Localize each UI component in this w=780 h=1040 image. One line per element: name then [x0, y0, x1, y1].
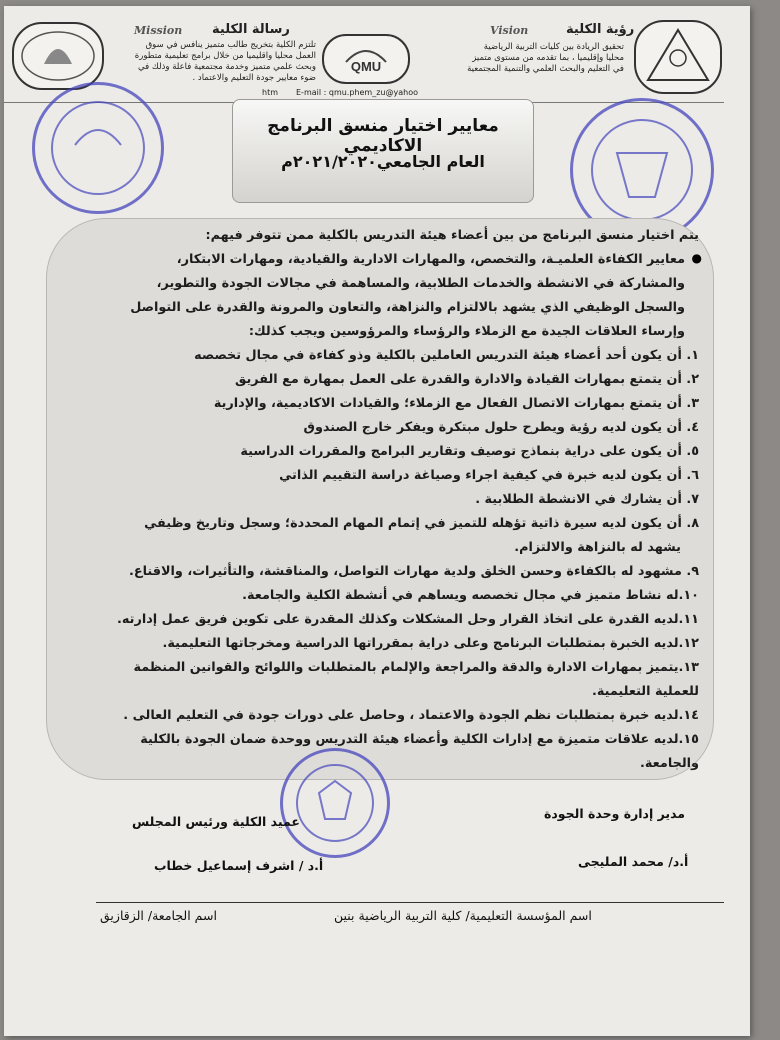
website-text: htm: [262, 88, 278, 97]
mission-line: العمل محليا واقليميا من خلال برامج تعليمية متطورة: [134, 51, 316, 61]
criteria-item: ١٠.له نشاط متميز في مجال تخصصه ويساهم في أنشطة الكلية والجامعة.: [242, 588, 699, 603]
university-name: اسم الجامعة/ الزقازيق: [100, 908, 217, 923]
document-page: [4, 6, 750, 1036]
mission-line: تلتزم الكلية بتخريج طالب متميز ينافس في سوق: [145, 40, 316, 50]
faculty-logo: [634, 20, 722, 94]
criteria-item: ٥. أن يكون على دراية بنماذج توصيف وتقارير البرامج والمقررات الدراسية: [240, 444, 699, 459]
dean-title: عميد الكلية ورئيس المجلس: [132, 814, 300, 829]
qmu-logo: [322, 34, 410, 84]
sunburst-icon: [324, 36, 408, 82]
academic-year: العام الجامعي٢٠٢١/٢٠٢٠م: [281, 152, 485, 171]
quality-unit-title: مدير إدارة وحدة الجودة: [544, 806, 686, 821]
vision-title: رؤية الكلية: [566, 22, 635, 37]
mission-line: ضوء معايير جودة التعليم والاعتماد .: [192, 73, 316, 83]
criteria-item: ١١.لديه القدرة على اتخاذ القرار وحل المشكلات وكذلك المقدرة على تكوين فريق عمل إدارته.: [117, 612, 699, 627]
institution-name: اسم المؤسسة التعليمية/ كلية التربية الرياضية بنين: [334, 908, 592, 923]
vision-line: في التعليم والبحث العلمي والتنمية المجتمعية: [467, 64, 624, 74]
criteria-item: ٢. أن يتمتع بمهارات القيادة والادارة والقدرة على العمل بمهارة مع الفريق: [234, 372, 699, 387]
runner-emblem-icon: [636, 22, 720, 92]
mission-latin: Mission: [134, 24, 183, 37]
criteria-item: ٦. أن يكون لديه خبرة في كيفية اجراء وصياغة دراسة التقييم الذاتي: [279, 468, 699, 483]
criteria-item: ١٢.لديه الخبرة بمتطلبات البرنامج وعلى دراية بمقرراتها الدراسية ومخرجاتها التعليمية.: [162, 636, 699, 651]
mission-text: [108, 40, 316, 84]
criteria-item: ٩. مشهود له بالكفاءة وحسن الخلق ولدية مهارات التواصل، والمناقشة، والتأثيرات، والاقناع.: [129, 564, 699, 579]
paragraph-line: والمشاركة في الانشطة والخدمات الطلابية، والمساهمة في مجالات الجودة والتطوير،: [156, 276, 685, 291]
criteria-item: ٣. أن يتمتع بمهارات الاتصال الفعال مع الزملاء؛ والقيادات الاكاديمية، والإدارية: [213, 396, 699, 411]
criteria-item: ٧. أن يشارك في الانشطة الطلابية .: [475, 492, 699, 507]
criteria-item: ١٤.لديه خبرة بمتطلبات نظم الجودة والاعتماد ، وحاصل على دورات جودة في التعليم العالى .: [123, 708, 699, 723]
paragraph-line: معايير الكفاءة العلميـة، والتخصص، والمهارات الادارية والقيادية، ومهارات الابتكار،: [176, 252, 685, 267]
shield-icon: [14, 24, 102, 88]
vision-line: تحقيق الريادة بين كليات التربية الرياضية: [483, 42, 624, 52]
criteria-item: ١٣.يتميز بمهارات الادارة والدقة والمراجعة والإلمام بالمتطلبات واللوائح والقوانين المنظمة: [133, 660, 699, 675]
paragraph-line: والسجل الوظيفي الذي يشهد بالالتزام والنزاهة، والتعاون والمرونة والقدرة على التواصل: [130, 300, 685, 315]
criteria-item: ١٥.لديه علاقات متميزة مع إدارات الكلية وأعضاء هيئة التدريس ووحدة ضمان الجودة بالكلية: [140, 732, 699, 747]
qmu-logo-text: QMU: [350, 59, 382, 74]
intro-text: يتم اختيار منسق البرنامج من بين أعضاء هيئة التدريس بالكلية ممن تتوفر فيهم:: [205, 228, 699, 243]
quality-unit-name: أ.د/ محمد المليجى: [578, 854, 689, 869]
stamp-qmu-icon: [35, 85, 161, 211]
ministry-stamp: [280, 748, 390, 858]
mission-title: رسالة الكلية: [212, 22, 290, 37]
dean-name: أ.د / اشرف إسماعيل خطاب: [154, 858, 324, 873]
paragraph-line: وإرساء العلاقات الجيدة مع الزملاء والرؤساء والمرؤوسين ويجب كذلك:: [248, 324, 685, 339]
criteria-item: يشهد له بالنزاهة والالتزام.: [514, 540, 681, 555]
criteria-item: ٤. أن يكون لديه رؤية ويطرح حلول مبتكرة ويفكر خارج الصندوق: [303, 420, 699, 435]
document-title: معايير اختيار منسق البرنامج الاكاديمي: [267, 116, 499, 156]
criteria-item: للعملية التعليمية.: [591, 684, 699, 699]
eagle-emblem-icon: [283, 751, 387, 855]
email-text: E-mail : qmu.phem_zu@yahoo: [296, 88, 418, 97]
title-banner: [232, 99, 534, 203]
vision-text: [424, 42, 624, 75]
vision-line: محليا وإقليميا ، بما تقدمه من مستوى متميز: [472, 53, 624, 63]
criteria-item: والجامعة.: [640, 756, 699, 771]
university-logo: [12, 22, 104, 90]
criteria-item: ٨. أن يكون لديه سيرة ذاتية تؤهله للتميز في إتمام المهام المحددة؛ وسجل وتاريخ وظيفي: [144, 516, 699, 531]
footer-divider: [96, 902, 724, 903]
criteria-item: ١. أن يكون أحد أعضاء هيئة التدريس العاملين بالكلية وذو كفاءة في مجال تخصصه: [194, 348, 699, 363]
vision-latin: Vision: [490, 24, 529, 37]
bullet-icon: ●: [691, 251, 702, 265]
mission-line: وبحث علمي متميز وخدمة مجتمعية فاعلة وذلك في: [138, 62, 316, 72]
qmu-stamp: [32, 82, 164, 214]
